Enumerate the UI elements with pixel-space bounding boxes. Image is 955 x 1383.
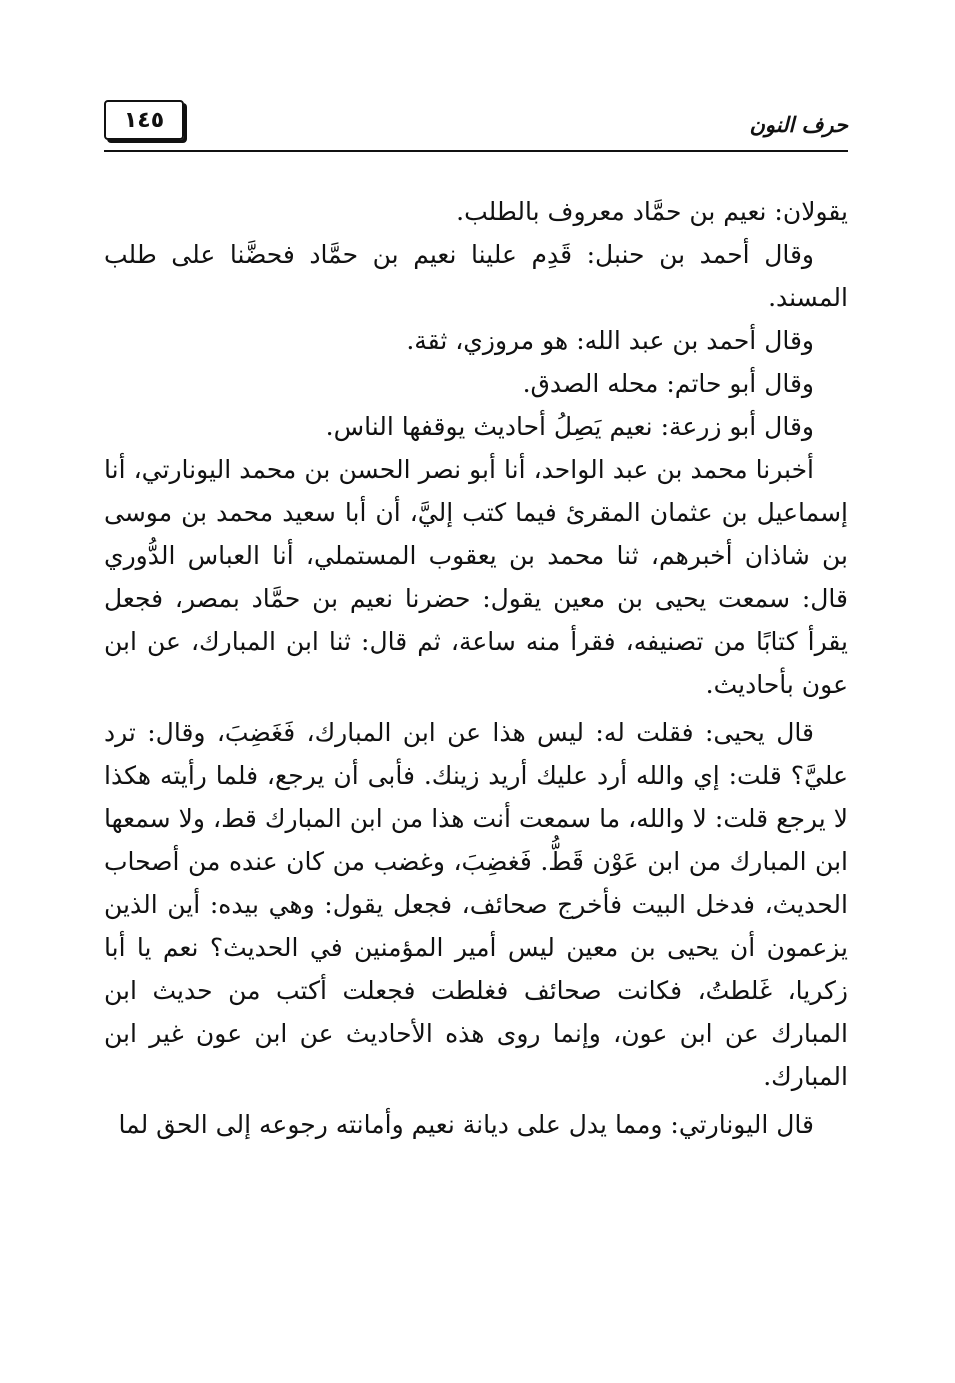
paragraph: وقال أبو حاتم: محله الصدق. xyxy=(522,369,814,398)
paragraph: وقال أبو زرعة: نعيم يَصِلُ أحاديث يوقفها الناس. xyxy=(325,412,814,441)
body-text xyxy=(104,190,848,1146)
page-number: ١٤٥ xyxy=(104,100,184,140)
paragraph: قال اليونارتي: ومما يدل على ديانة نعيم وأمانته رجوعه إلى الحق لما xyxy=(118,1110,814,1139)
chapter-title: حرف النون xyxy=(749,112,848,137)
page-header xyxy=(104,100,848,156)
paragraph: يقولان: نعيم بن حمَّاد معروف بالطلب. xyxy=(456,197,848,226)
paragraph: وقال أحمد بن عبد الله: هو مروزي، ثقة. xyxy=(406,326,814,355)
paragraph: أخبرنا محمد بن عبد الواحد، أنا أبو نصر الحسن بن محمد اليونارتي، أنا إسماعيل بن عثمان المقرئ فيما كتب إليَّ، أن أبا سعيد محمد بن موسى بن شاذان أخبرهم، ثنا محمد بن يعقوب المستملي، أنا العباس الدُّوري قال: سمعت يحيى بن معين يقول: حضرنا نعيم بن حمَّاد بمصر، فجعل يقرأ كتابًا من تصنيفه، فقرأ منه ساعة، ثم قال: ثنا ابن المبارك، عن ابن عون بأحاديث. xyxy=(104,455,848,699)
paragraph: قال يحيى: فقلت له: ليس هذا عن ابن المبارك، فَغَضِبَ، وقال: ترد عليَّ؟ قلت: إي والله أرد عليك أريد زينك. فأبى أن يرجع، فلما رأيته هكذا لا يرجع قلت: لا والله، ما سمعت أنت هذا من ابن المبارك قط، ولا سمعها ابن المبارك من ابن عَوْن قَطُّ. فَغضِبَ، وغضب من كان عنده من أصحاب الحديث، فدخل البيت فأخرج صحائف، فجعل يقول: وهي بيده: أين الذين يزعمون أن يحيى بن معين ليس أمير المؤمنين في الحديث؟ نعم يا أبا زكريا، غَلطتُ، فكانت صحائف فغلطت فجعلت أكتب من حديث ابن المبارك عن ابن عون، وإنما روى هذه الأحاديث عن ابن عون غير ابن المبارك. xyxy=(104,718,848,1091)
paragraph: وقال أحمد بن حنبل: قَدِم علينا نعيم بن حمَّاد فحضَّنا على طلب المسند. xyxy=(104,240,848,312)
header-divider xyxy=(104,150,848,152)
